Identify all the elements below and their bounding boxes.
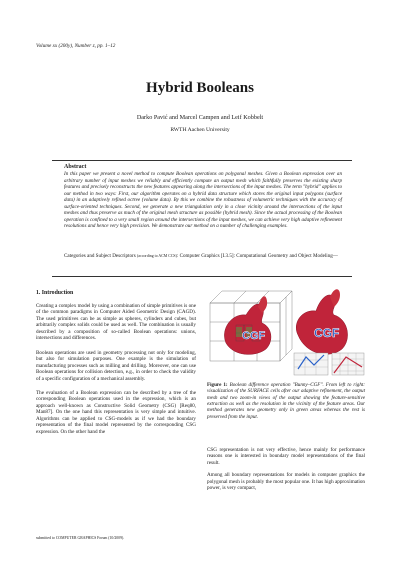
author-list: Darko Pavić and Marcel Campen and Leif Kobbelt bbox=[136, 114, 264, 121]
intro-paragraph-1: Creating a complex model by using a combination of simple primitives is one of the common paradigms in Computer Aided Geometric Design (CAGD). The used primitives can be as simple as spheres, cylinders and cubes, but arbitrarily complex solids could be used as well. The combination is usually described by a composition of so-called Boolean operations: unions, intersections and differences. bbox=[36, 303, 196, 342]
ccs-label: Categories and Subject Descriptors bbox=[64, 253, 136, 259]
left-panel-octree-bunny bbox=[210, 291, 292, 361]
intro-paragraph-2: Boolean operations are used in geometry processing not only for modeling, but also for simulation purposes. One example is the simulation of manufacturing processes such as milling and drilling. Moreover, one can use Boolean operations for collision detection, e.g., in order to check the validity of a specific configuration of a mechanical assembly. bbox=[36, 349, 196, 382]
section-heading-introduction: 1. Introduction bbox=[36, 290, 74, 296]
cgf-letters-left: CGF bbox=[242, 330, 266, 342]
abstract-top-rule bbox=[52, 160, 352, 161]
paper-title: Hybrid Booleans bbox=[146, 80, 254, 96]
right-panel-output-bunny bbox=[294, 289, 364, 375]
figure-label: Figure 1: bbox=[207, 382, 228, 388]
right-paragraph-1: CSG representation is not very effective, hence mainly for performance reasons one is interested in boundary model representations of the final result. bbox=[207, 447, 365, 466]
abstract-bottom-rule bbox=[52, 276, 352, 277]
affiliation: RWTH Aachen University bbox=[170, 127, 230, 133]
ccs-note: (according to ACM CCS) bbox=[137, 254, 177, 258]
figure-1-caption bbox=[207, 382, 365, 420]
ccs-categories bbox=[64, 253, 342, 259]
right-paragraph-2: Among all boundary representations for models in computer graphics the polygonal mesh is probably the most popular one. It has high approximation power, is very compact, bbox=[207, 472, 365, 492]
submission-footer: submitted to COMPUTER GRAPHICS Forum (10/2009). bbox=[36, 536, 125, 540]
abstract-body: In this paper we present a novel method to compute Boolean operations on polygonal meshes. Given a Boolean expression over an arbitrary number of input meshes we reliably and efficiently compute an output mesh which faithfully preserves the existing sharp features and precisely reconstructs the new features appearing along the intersections of the input meshes. The term "hybrid" applies to our method in two ways: First, our algorithm operates on a hybrid data structure which stores the original input polygons (surface data) in an adaptively refined octree (volume data). By this we combine the robustness of volumetric techniques with the accuracy of surface-oriented techniques. Second, we generate a new triangulation only in a close vicinity around the intersections of the input meshes and thus preserve as much of the original mesh structure as possible (hybrid mesh). Since the actual processing of the Boolean operation is confined to a very small region around the intersections of the input meshes, we can achieve very high adaptive refinement resolutions and hence very high precision. We demonstrate our method on a number of challenging examples. bbox=[64, 171, 342, 230]
caption-text: Boolean difference operation "Bunny–CGF". From left to right: visualization of the SURFACE cells after our adaptive refinement, the output mesh and two zoom-in views of the output showing the feature-sensitive extraction as well as the resolution in the vicinity of the feature areas. Our method generates new geometry only in green areas whereas the rest is preserved from the input. bbox=[207, 382, 365, 420]
figure-1-image bbox=[206, 283, 366, 378]
left-column bbox=[36, 303, 196, 443]
intro-paragraph-3: The evaluation of a Boolean expression can be described by a tree of the corresponding Boolean operations used in the expression, which is an approach well-known as Constructive Solid Geometry (CSG) [Req80, Man87]. On the one hand this representation is very simple and intuitive. Algorithms can be applied to CSG-models as if we had the boundary representation of the final model represented by the corresponding CSG expression. On the other hand the bbox=[36, 389, 196, 435]
abstract-heading: Abstract bbox=[64, 164, 87, 170]
journal-line: Volume xx (200y), Number z, pp. 1–12 bbox=[36, 43, 116, 49]
ccs-text: : Computer Graphics [I.3.5]: Computational Geometry and Object Modeling— bbox=[176, 253, 338, 259]
cgf-letters-right: CGF bbox=[314, 326, 340, 340]
right-column bbox=[207, 447, 365, 498]
